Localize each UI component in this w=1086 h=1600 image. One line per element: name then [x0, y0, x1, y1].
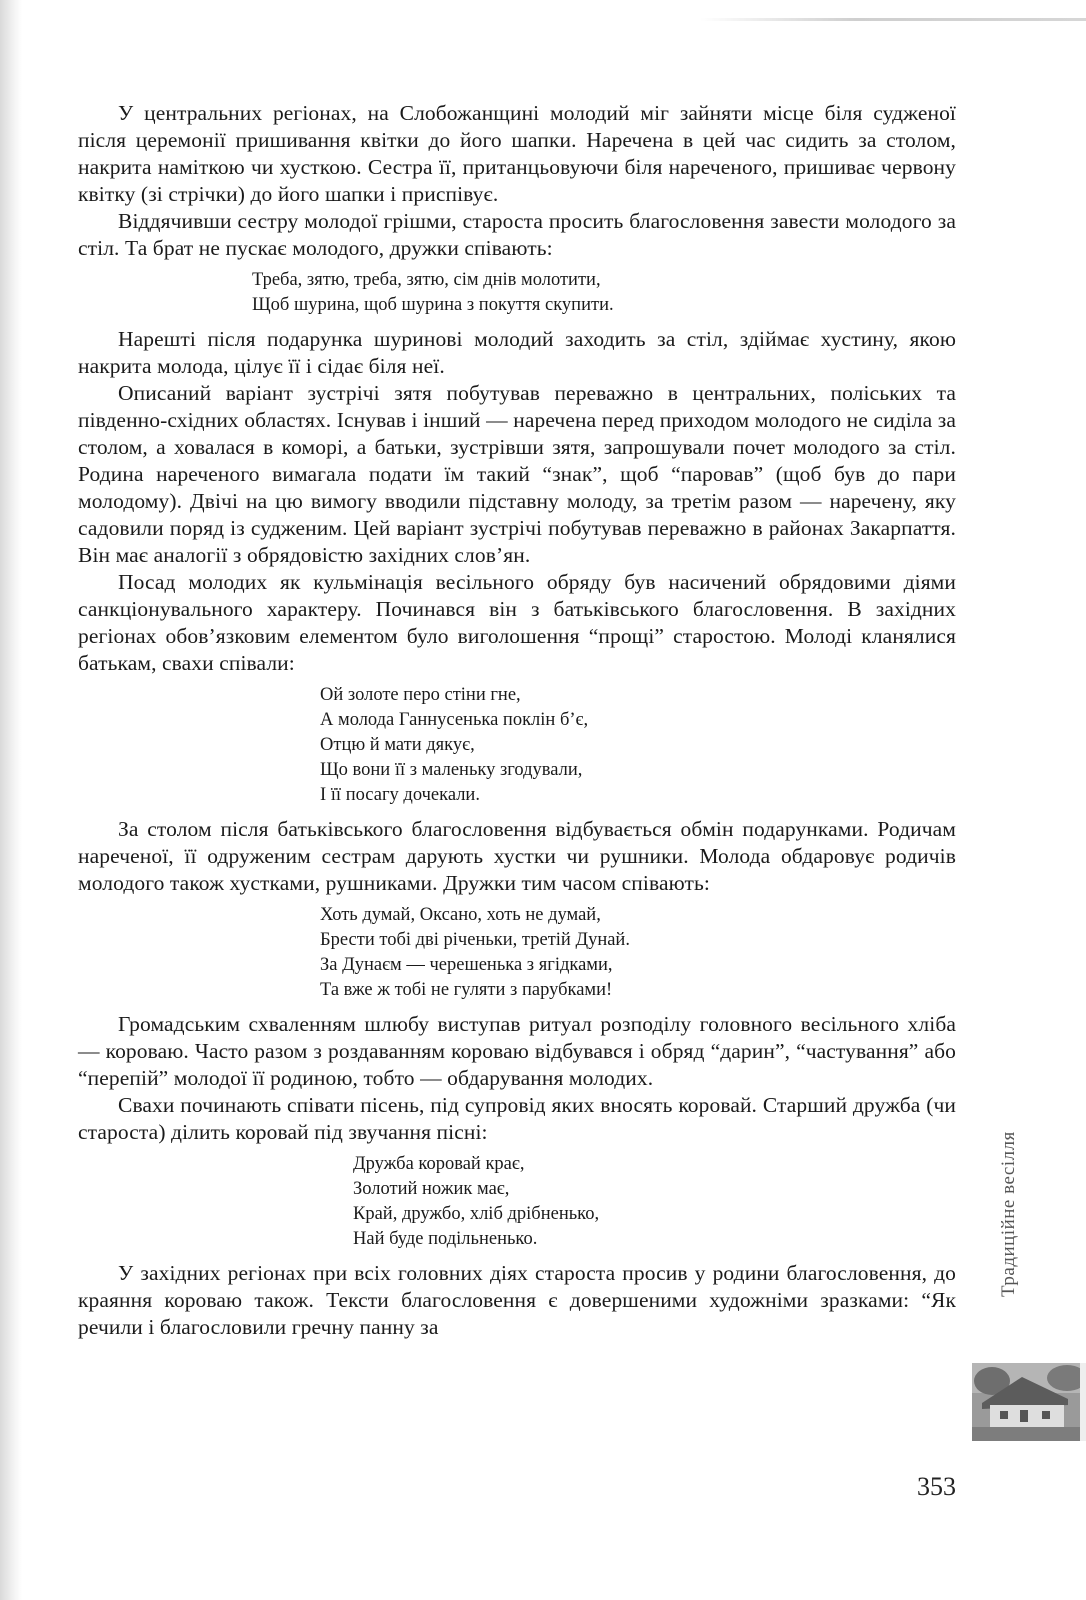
section-label: [998, 1097, 1028, 1297]
verse-line: Най буде подільненько.: [353, 1229, 538, 1249]
verse-line: Хоть думай, Оксано, хоть не думай,: [320, 905, 601, 925]
verse-line: Що вони її з маленьку згодували,: [320, 760, 583, 780]
verse-line: Край, дружбо, хліб дрібненько,: [353, 1204, 600, 1224]
section-label-text: Традиційне весілля: [998, 1131, 1019, 1297]
house-illustration: [972, 1363, 1086, 1441]
verse-line: Та вже ж тобі не гуляти з парубками!: [320, 980, 613, 1000]
verse-block: [78, 1152, 956, 1252]
paragraph: Свахи починають співати пісень, під супровід яких вносять коровай. Старший дружба (чи староста) ділить коровай під звучання пісні:: [78, 1093, 956, 1144]
paragraph: У центральних регіонах, на Слобожанщині молодий міг зайняти місце біля судженої після церемонії пришивання квітки до його шапки. Наречена в цей час сидить за столом, накрита наміткою чи хусткою. Сестра її, пританцьовуючи біля нареченого, пришиває червону квітку (зі стрічки) до його шапки і приспівує.: [78, 101, 956, 206]
verse-line: Брести тобі дві річеньки, третій Дунай.: [320, 930, 630, 950]
page-scan-edge: [0, 0, 22, 1600]
verse-block: [78, 683, 956, 808]
chapter-thumbnail-photo: [972, 1363, 1086, 1441]
page-body: [78, 100, 956, 1341]
verse-line: Отцю й мати дякує,: [320, 735, 475, 755]
verse-block: [78, 903, 956, 1003]
verse-line: Дружба коровай крає,: [353, 1154, 525, 1174]
top-rule: [700, 18, 1086, 21]
verse-line: Золотий ножик має,: [353, 1179, 510, 1199]
paragraph: Віддячивши сестру молодої грішми, староста просить благословення завести молодого за стіл. Та брат не пускає молодого, дружки співають:: [78, 209, 956, 260]
verse-line: А молода Ганнусенька поклін б’є,: [320, 710, 589, 730]
paragraph: Описаний варіант зустрічі зятя побутував переважно в центральних, поліських та південно-східних областях. Існував і інший — наречена перед приходом молодого не сиділа за столом, а ховалася в коморі, а батьки, зустрівши зятя, запрошували почет молодого за стіл. Родина нареченого вимагала подати їм такий “знак”, щоб “паровав” (щоб був до пари молодому). Двічі на цю вимогу вводили підставну молоду, за третім разом — наречену, яку садовили поряд із судженим. Цей варіант зустрічі побутував переважно в районах Закарпаття. Він має аналогії з обрядовістю західних слов’ян.: [78, 381, 956, 567]
paragraph: Громадським схваленням шлюбу виступав ритуал розподілу головного весільного хліба — короваю. Часто разом з роздаванням короваю відбувався і обряд “дарин”, “частування” або “перепій” молодої її родиною, тобто — обдарування молодих.: [78, 1012, 956, 1090]
verse-block: [78, 268, 956, 318]
verse-line: За Дунаєм — черешенька з ягідками,: [320, 955, 613, 975]
paragraph: Посад молодих як кульмінація весільного обряду був насичений обрядовими діями санкціонувального характеру. Починався він з батьківського благословення. В західних регіонах обов’язковим елементом було виголошення “прощі” старостою. Молоді кланялися батькам, свахи співали:: [78, 570, 956, 675]
paragraph: У західних регіонах при всіх головних діях староста просив у родини благословення, до краяння короваю також. Тексти благословення є довершеними художніми зразками: “Як речили і благословили гречну панну за: [78, 1261, 956, 1339]
verse-line: Щоб шурина, щоб шурина з покуття скупити.: [252, 295, 614, 315]
verse-line: Ой золоте перо стіни гне,: [320, 685, 521, 705]
page-number: 353: [917, 1472, 956, 1501]
verse-line: Треба, зятю, треба, зятю, сім днів молотити,: [252, 270, 601, 290]
paragraph: Нарешті після подарунка шуринові молодий заходить за стіл, здіймає хустину, якою накрита молода, цілує її і сідає біля неї.: [78, 327, 956, 378]
paragraph: За столом після батьківського благословення відбувається обмін подарунками. Родичам нареченої, її одруженим сестрам дарують хустки чи рушники. Молода обдаровує родичів молодого також хустками, рушниками. Дружки тим часом співають:: [78, 817, 956, 895]
verse-line: І її посагу дочекали.: [320, 785, 480, 805]
